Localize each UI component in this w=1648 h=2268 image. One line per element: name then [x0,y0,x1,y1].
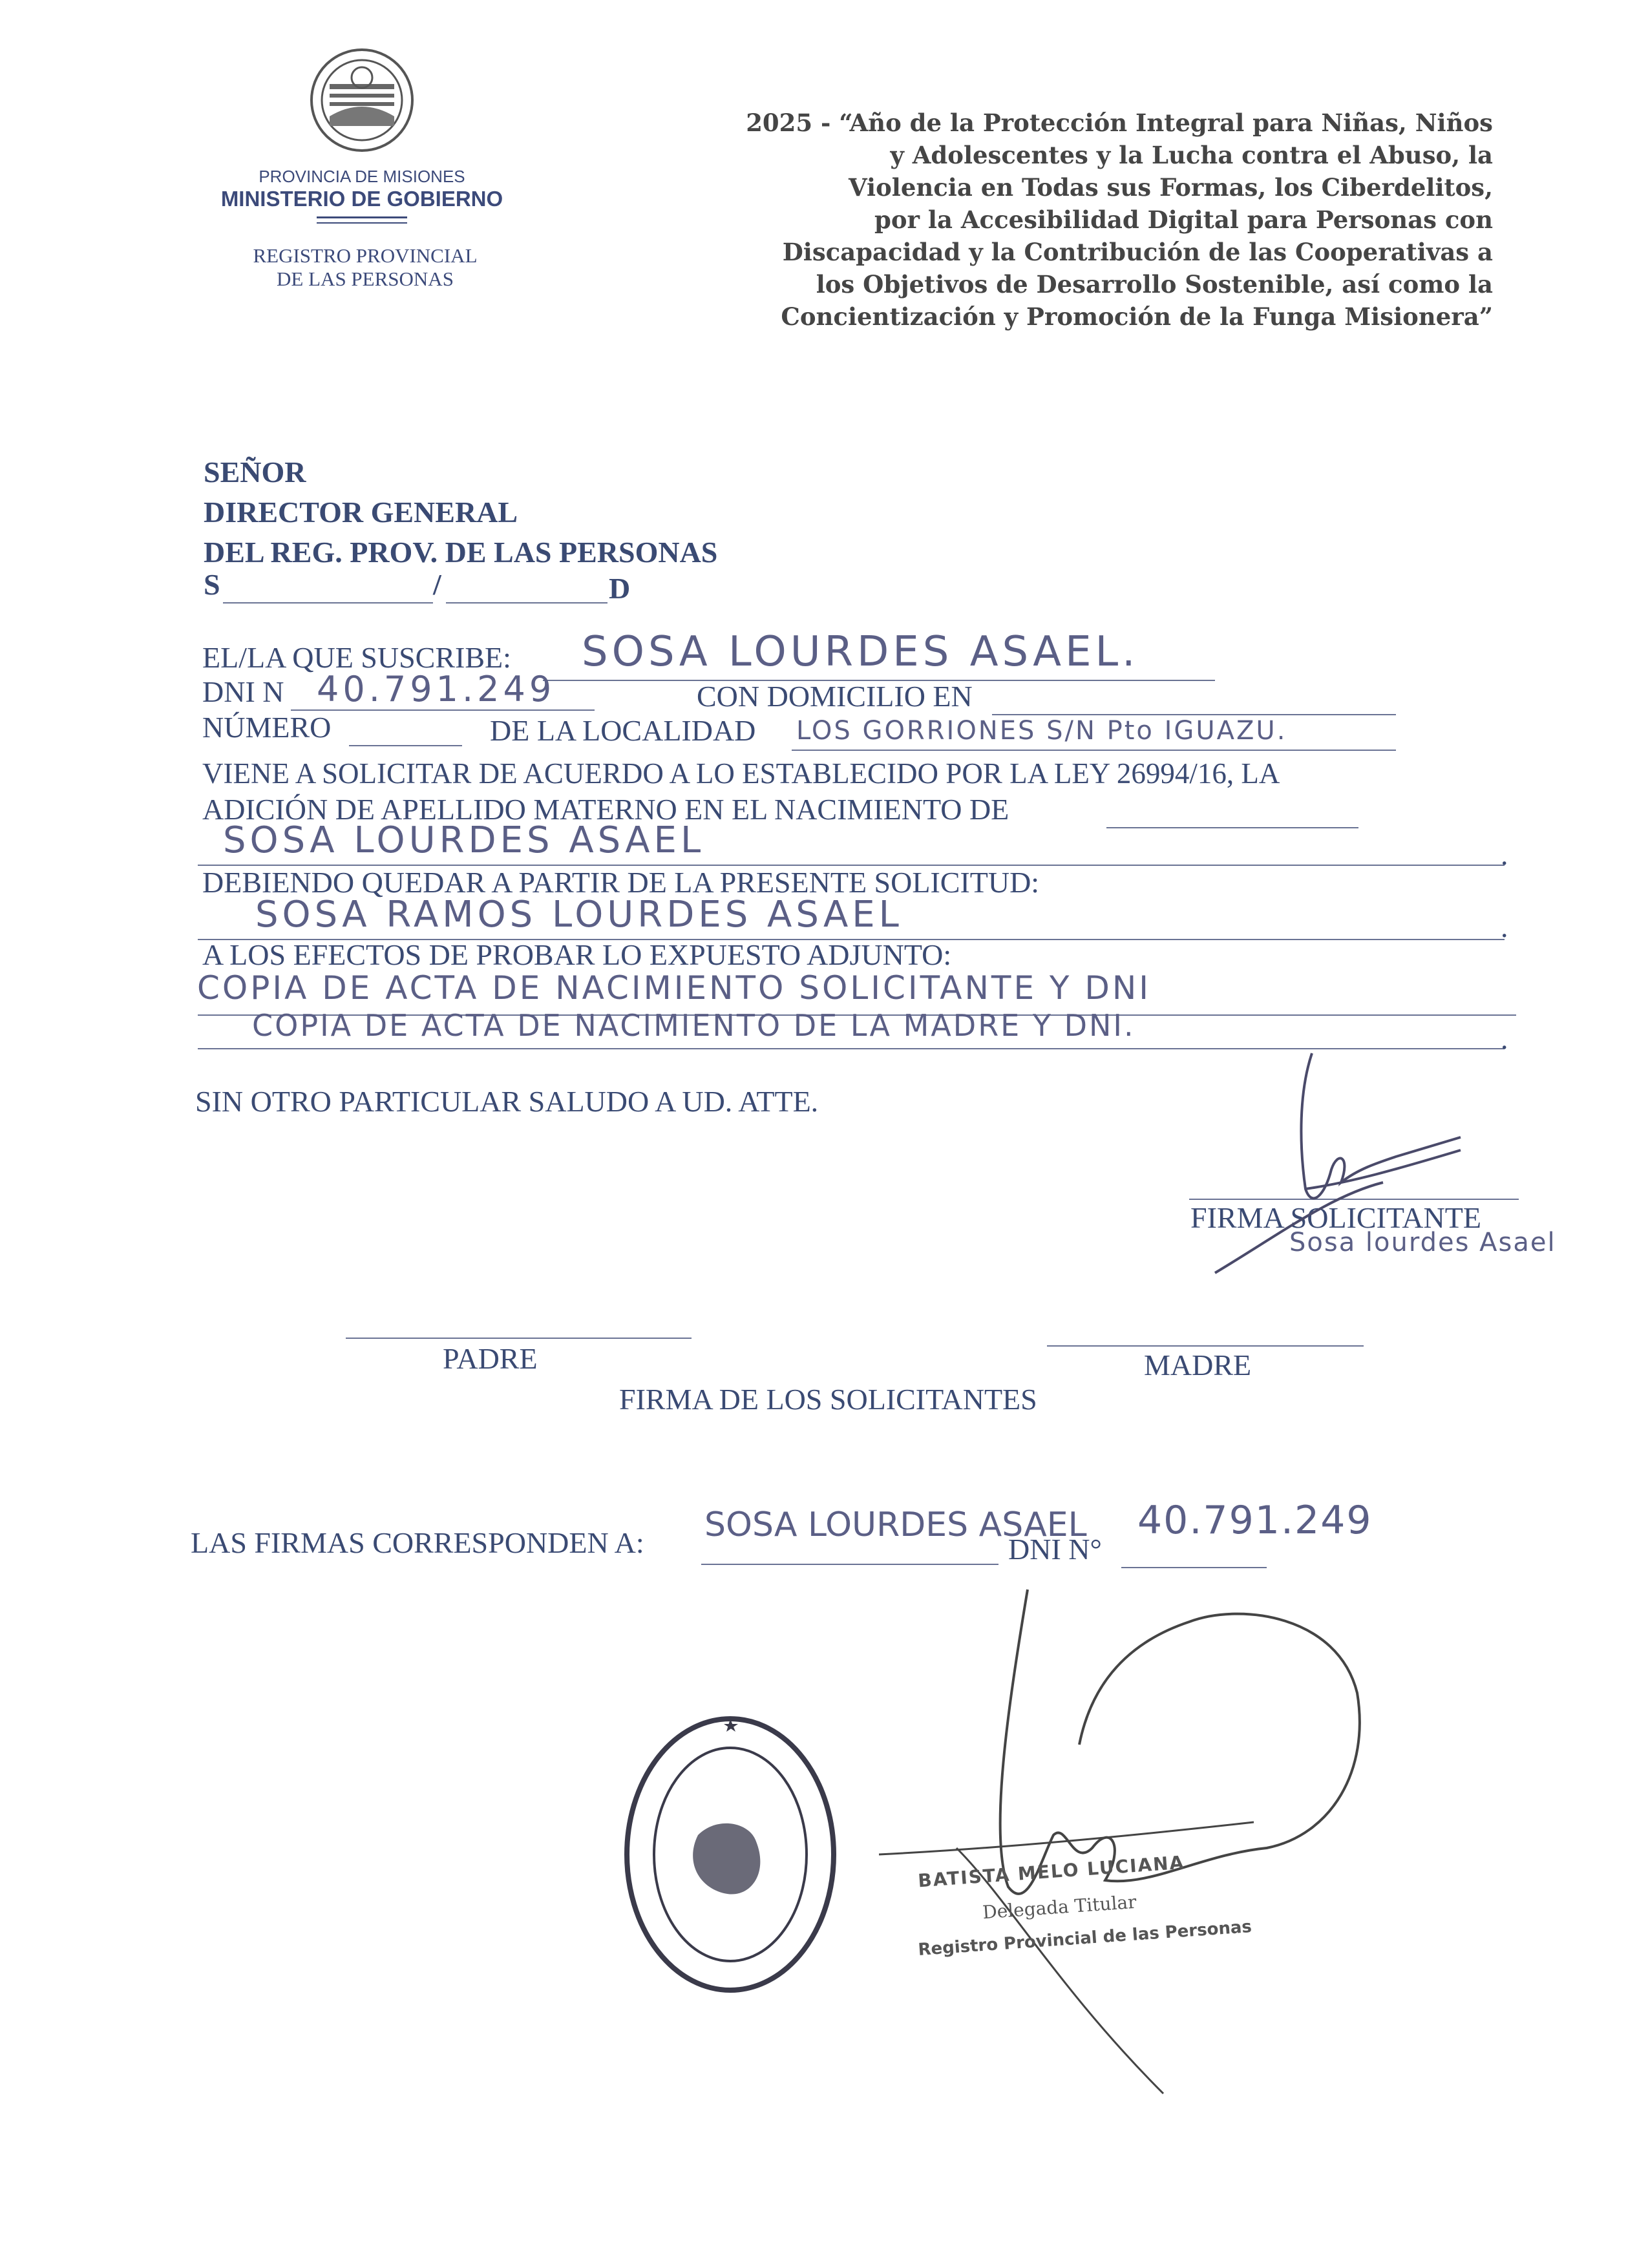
addressee-line-2: DIRECTOR GENERAL [204,496,518,529]
d-label: D [609,572,631,605]
suscribe-label: EL/LA QUE SUSCRIBE: [202,641,511,674]
adjunto-1-value: COPIA DE ACTA DE NACIMIENTO SOLICITANTE Y DNI [197,969,1152,1007]
numero-label: NÚMERO [202,711,332,744]
corresponden-value: SOSA LOURDES ASAEL [704,1506,1087,1544]
firma-solicitante-label: FIRMA SOLICITANTE [1190,1201,1481,1234]
registry-line-2: DE LAS PERSONAS [277,268,454,290]
motto-line: por la Accesibilidad Digital para Personas con [874,205,1493,234]
dni-n-label: DNI N° [1008,1533,1102,1566]
motto-line: los Objetivos de Desarrollo Sostenible, así como la [816,270,1493,299]
slash-label: / [433,568,441,601]
period-2: . [1501,910,1508,943]
official-round-stamp [620,1712,840,1997]
province-seal-logo [304,45,420,158]
official-role: Delegada Titular [982,1891,1137,1924]
nuevo-nombre-value: SOSA RAMOS LOURDES ASAEL [255,894,903,936]
solicitante-handwritten-name: Sosa lourdes Asael [1289,1228,1556,1257]
motto-line: Discapacidad y la Contribución de las Cooperativas a [782,238,1493,266]
motto-line: Concientización y Promoción de la Funga Misionera” [781,302,1493,331]
applicant-signature [1202,1040,1525,1279]
localidad-value: LOS GORRIONES S/N Pto IGUAZU. [796,716,1287,746]
s-label: S [204,568,220,601]
official-signature [879,1577,1396,2106]
adjunto-2-value: COPIA DE ACTA DE NACIMIENTO DE LA MADRE Y DNI. [252,1008,1136,1043]
padre-label: PADRE [443,1342,538,1375]
nacimiento-value: SOSA LOURDES ASAEL [223,819,705,861]
period-3: . [1501,1022,1508,1055]
motto-line: Violencia en Todas sus Formas, los Ciberdelitos, [848,173,1493,202]
dni-value: 40.791.249 [317,669,556,709]
official-name: BATISTA MELO LUCIANA [917,1851,1186,1892]
year-motto [685,107,1493,333]
firma-solicitantes-label: FIRMA DE LOS SOLICITANTES [619,1383,1037,1416]
localidad-label: DE LA LOCALIDAD [490,714,756,747]
registry-line-1: REGISTRO PROVINCIAL [253,244,478,267]
motto-line: y Adolescentes y la Lucha contra el Abuso, la [890,141,1493,169]
dni-label: DNI N [202,675,284,708]
province-name: PROVINCIA DE MISIONES [259,167,465,186]
saludo-line: SIN OTRO PARTICULAR SALUDO A UD. ATTE. [195,1085,819,1118]
madre-label: MADRE [1144,1349,1252,1381]
official-office: Registro Provincial de las Personas [917,1916,1252,1960]
ministry-underline [317,216,407,224]
ministry-name: MINISTERIO DE GOBIERNO [220,187,503,211]
viene-line: VIENE A SOLICITAR DE ACUERDO A LO ESTABLECIDO POR LA LEY 26994/16, LA [202,757,1280,790]
addressee-line-3: DEL REG. PROV. DE LAS PERSONAS [204,536,718,569]
period-1: . [1501,838,1508,871]
addressee-line-1: SEÑOR [204,456,306,488]
motto-line: 2025 - “Año de la Protección Integral para Niñas, Niños [746,109,1493,137]
dni-n-value: 40.791.249 [1137,1498,1373,1543]
corresponden-label: LAS FIRMAS CORRESPONDEN A: [191,1526,644,1559]
debiendo-line: DEBIENDO QUEDAR A PARTIR DE LA PRESENTE SOLICITUD: [202,866,1040,899]
adicion-line: ADICIÓN DE APELLIDO MATERNO EN EL NACIMIENTO DE [202,793,1009,826]
suscribe-value: SOSA LOURDES ASAEL. [582,628,1139,676]
domicilio-label: CON DOMICILIO EN [697,680,973,713]
efectos-line: A LOS EFECTOS DE PROBAR LO EXPUESTO ADJUNTO: [202,938,952,971]
